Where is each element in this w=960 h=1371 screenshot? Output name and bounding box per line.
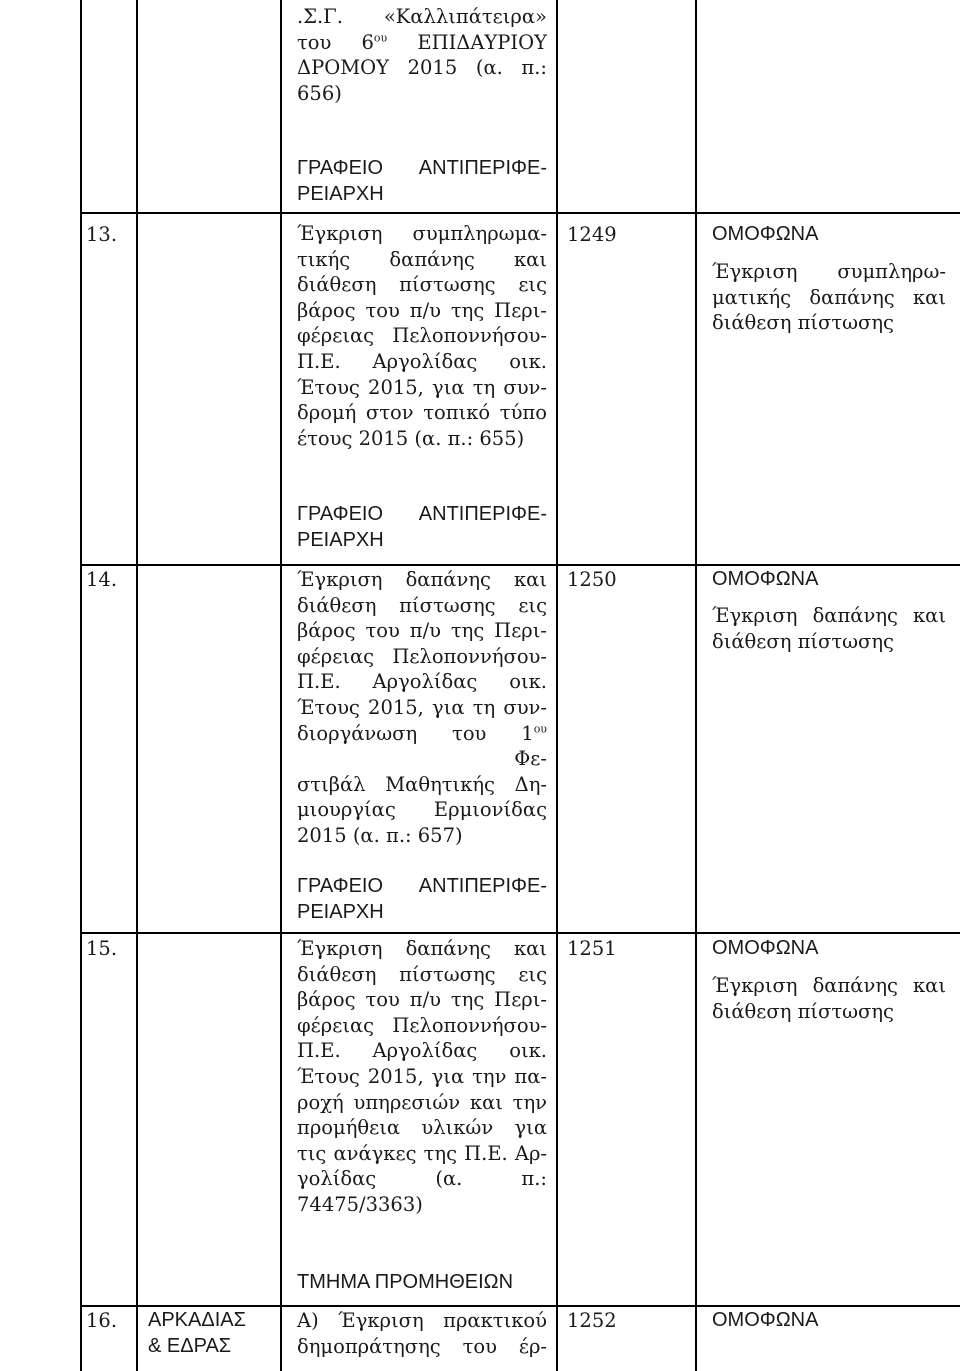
row-number: 15. [86, 937, 118, 960]
item-text: Έγκριση δαπάνης και διάθεση πίστωσης εις βάρος του π/υ της Περι- φέρειας Πελοποννήσου- Π.Ε. Αργολίδας οικ. Έτους 2015, για την πα- ροχή υπηρεσιών και την προμήθεια υλικών για τις ανάγκες της Π.Ε. Αρ- γολίδας (α. π.: 74475/3363) [297, 937, 547, 1216]
row-divider [80, 932, 960, 934]
decision-number: 1250 [567, 568, 617, 591]
decision-summary: Έγκριση συμπληρω- ματικής δαπάνης και διάθεση πίστωσης [712, 260, 946, 335]
row-divider [80, 1305, 960, 1307]
row-divider [80, 564, 960, 566]
office-label: ΓΡΑΦΕΙΟ ΑΝΤΙΠΕΡΙΦΕ- ΡΕΙΑΡΧΗ [297, 157, 547, 205]
vote-result: ΟΜΟΦΩΝΑ [712, 223, 819, 245]
text-line: ΔΡΟΜΟΥ 2015 (α. π.: [297, 56, 547, 80]
vote-result: ΟΜΟΦΩΝΑ [712, 937, 819, 959]
vote-result: ΟΜΟΦΩΝΑ [712, 568, 819, 590]
decision-number: 1249 [567, 223, 617, 246]
row-divider [80, 212, 960, 214]
item-text-continued [297, 4, 547, 106]
row-number: 14. [86, 568, 118, 591]
vote-result: ΟΜΟΦΩΝΑ [712, 1309, 819, 1331]
decision-summary: Έγκριση δαπάνης και διάθεση πίστωσης [712, 604, 946, 653]
row-number: 16. [86, 1309, 118, 1332]
text-line: του $6^{o\upsilon}$ ΕΠΙΔΑΥΡΙΟΥ [297, 30, 547, 54]
text-line: 656) [297, 81, 342, 105]
office-label: ΓΡΑΦΕΙΟ ΑΝΤΙΠΕΡΙΦΕ- ΡΕΙΑΡΧΗ [297, 875, 547, 923]
row-number: 13. [86, 223, 118, 246]
decision-number: 1251 [567, 937, 617, 960]
decision-number: 1252 [567, 1309, 617, 1332]
item-text: Α) Έγκριση πρακτικού δημοπράτησης του έρ- [297, 1309, 547, 1358]
table-border-left [80, 0, 82, 1371]
table-border-col3 [280, 0, 282, 1371]
table-border-col2 [136, 0, 138, 1371]
item-text: Έγκριση δαπάνης και διάθεση πίστωσης εις βάρος του π/υ της Περι- φέρειας Πελοποννήσου- Π.Ε. Αργολίδας οικ. Έτους 2015, για τη συν- διοργάνωση του $1^{o\upsilon}$ Φε- στιβάλ Μαθητικής Δη- μιουργίας Ερμιονίδας 2015 (α. π.: 657) [297, 568, 547, 847]
region-label: ΑΡΚΑΔΙΑΣ & ΕΔΡΑΣ [148, 1309, 246, 1357]
office-label: ΤΜΗΜΑ ΠΡΟΜΗΘΕΙΩΝ [297, 1271, 514, 1293]
item-text: Έγκριση συμπληρωμα- τικής δαπάνης και διάθεση πίστωσης εις βάρος του π/υ της Περι- φέρειας Πελοποννήσου- Π.Ε. Αργολίδας οικ. Έτους 2015, για τη συν- δρομή στον τοπικό τύπο έτους 2015 (α. π.: 655) [297, 222, 547, 450]
table-border-col4 [556, 0, 558, 1371]
table-border-col5 [695, 0, 697, 1371]
text-line: .Σ.Γ. «Καλλιπάτειρα» [297, 5, 547, 28]
office-label: ΓΡΑΦΕΙΟ ΑΝΤΙΠΕΡΙΦΕ- ΡΕΙΑΡΧΗ [297, 503, 547, 551]
decision-summary: Έγκριση δαπάνης και διάθεση πίστωσης [712, 974, 946, 1023]
